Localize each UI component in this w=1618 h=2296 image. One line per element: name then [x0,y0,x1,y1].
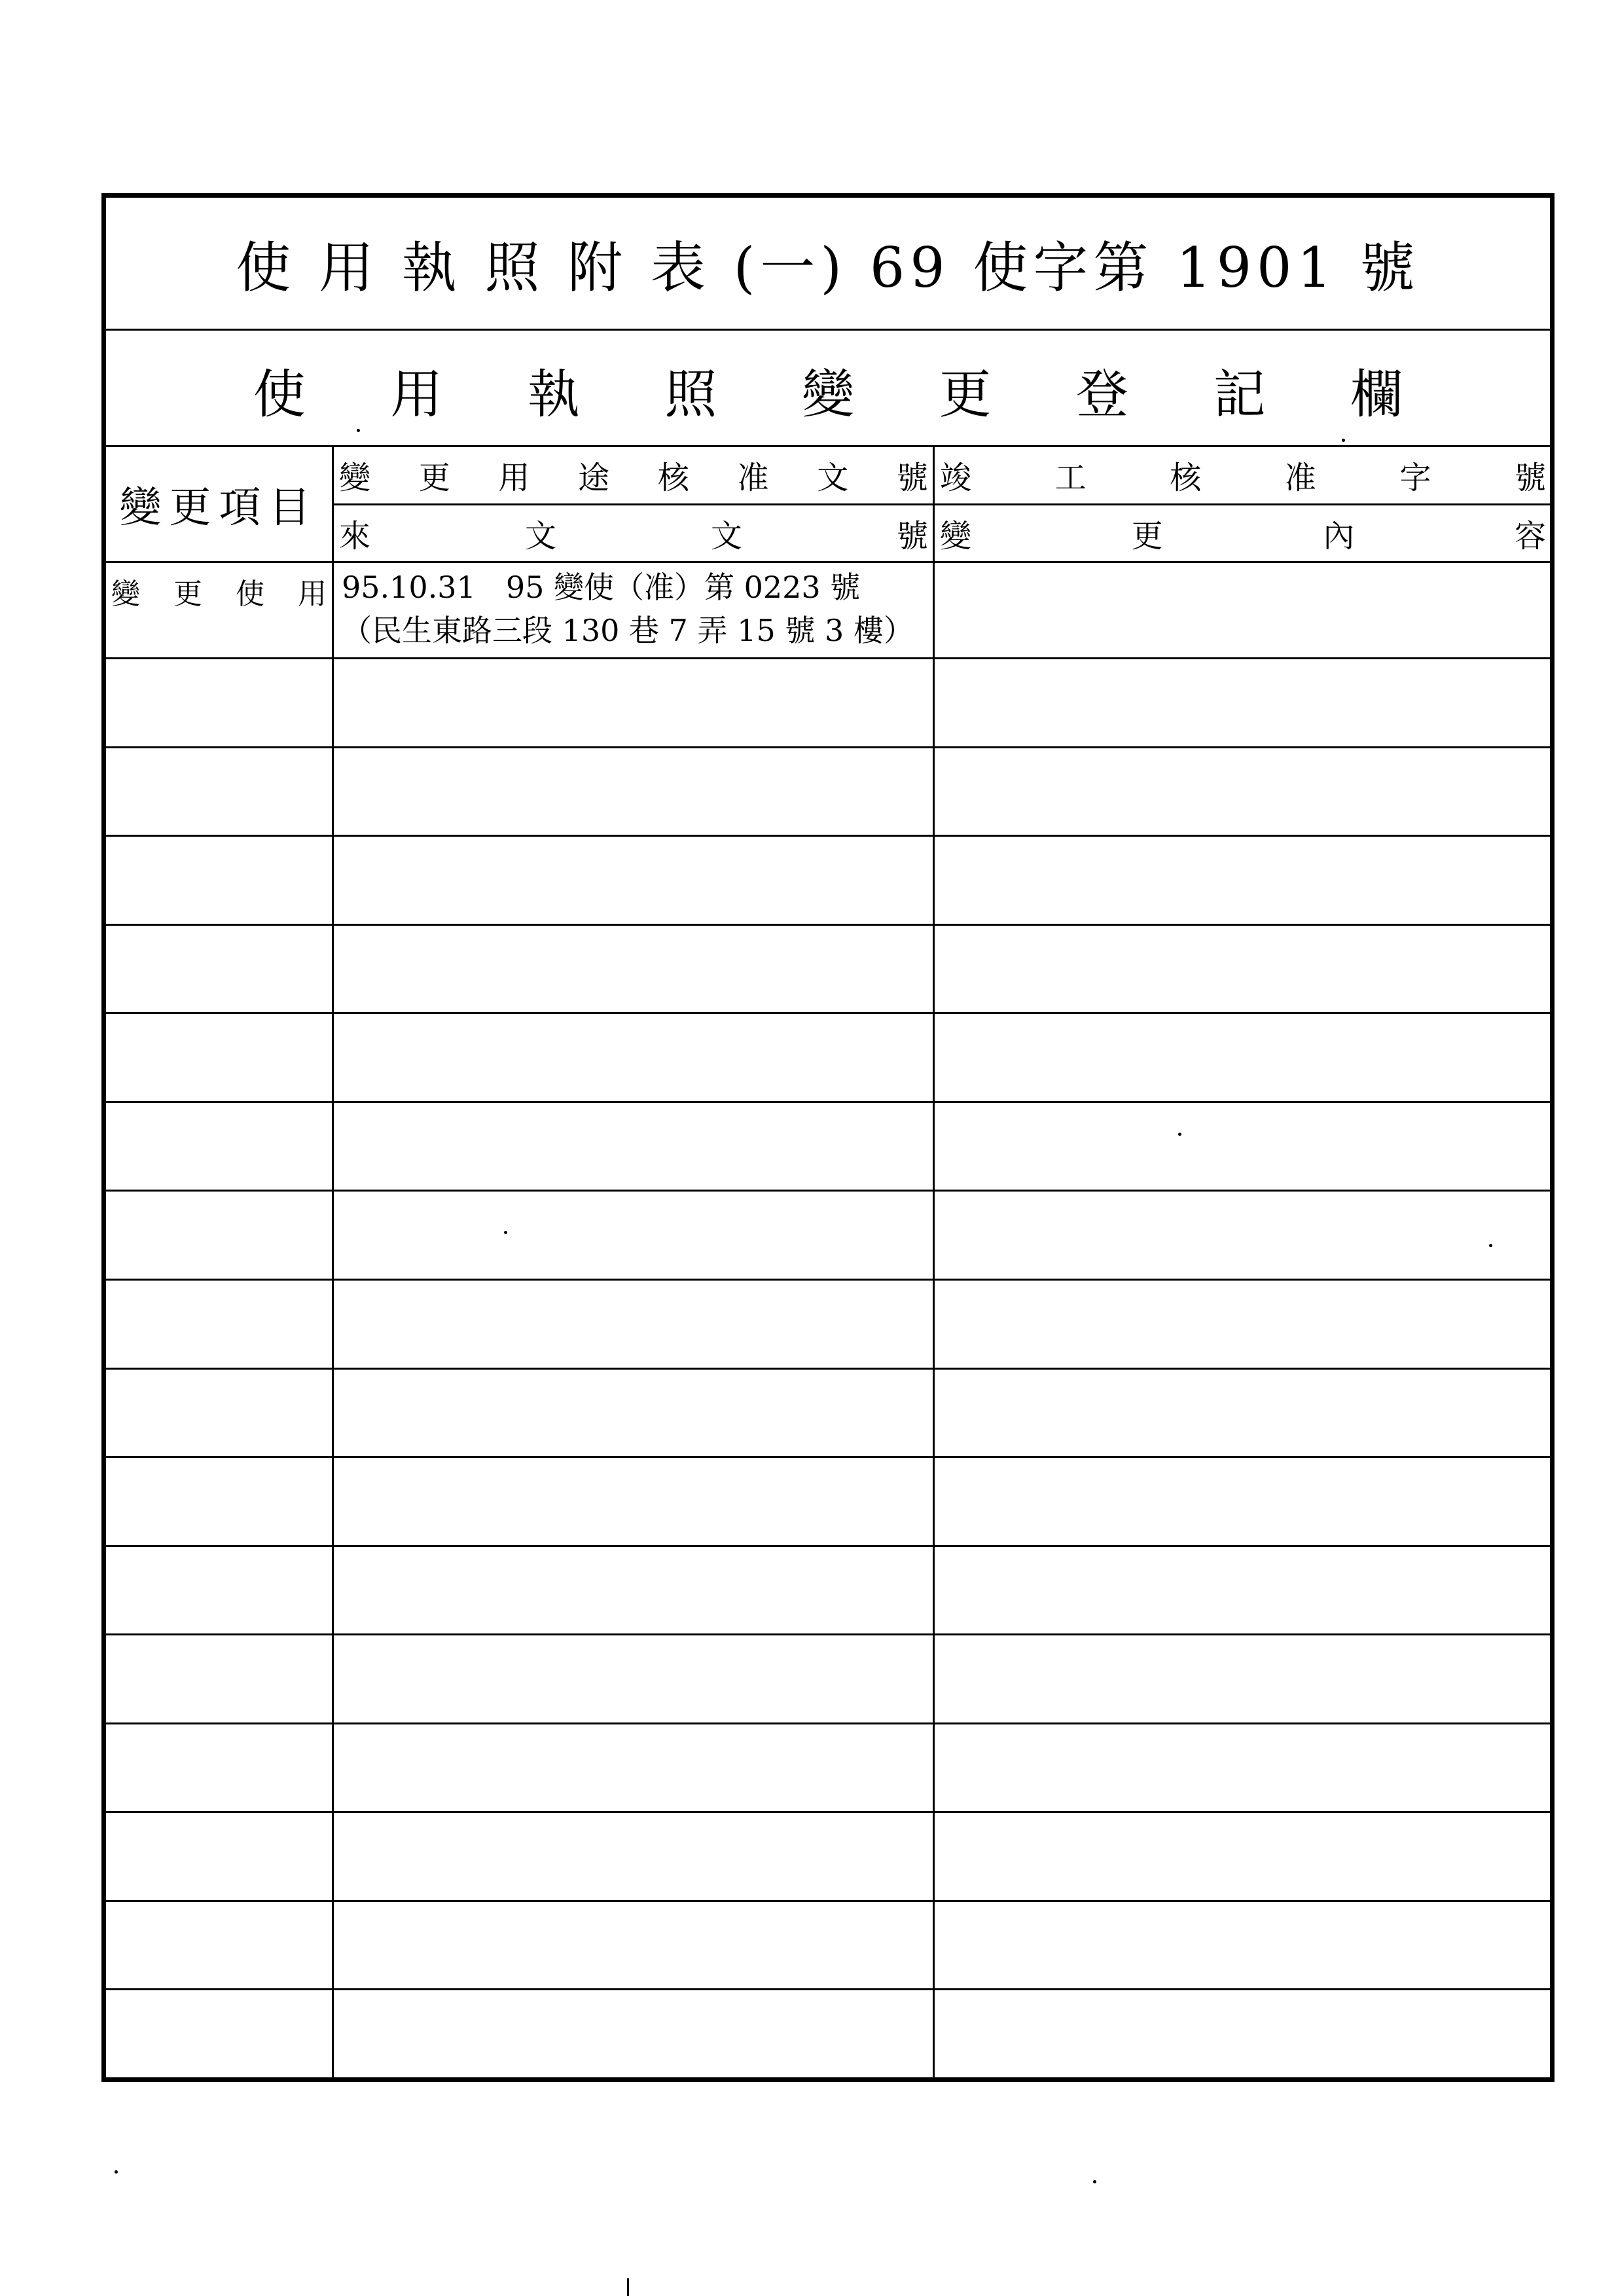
form-title: 使 用 執 照 附 表 (一) 69 使字第 1901 號 [236,235,1420,300]
subtitle-char: 使 [253,363,306,425]
header-char: 文 [817,459,849,496]
header-char: 來 [339,517,371,555]
header-char: 變 [940,517,972,555]
row-divider [106,1456,1550,1458]
header-bottom-divider [106,561,1550,563]
subtitle-char: 欄 [1350,363,1403,425]
subtitle-char: 執 [527,363,580,425]
item-char: 更 [173,577,202,611]
approval-doc-no-header [335,447,932,502]
item-char: 變 [111,577,140,611]
header-char: 更 [1131,517,1163,555]
column-divider-1 [332,445,334,2077]
incoming-doc-no-header [335,505,932,560]
header-char: 容 [1514,517,1546,555]
row-divider [106,1900,1550,1902]
row-divider [106,1722,1550,1724]
header-char: 途 [578,459,610,496]
header-char: 准 [737,459,769,496]
row-divider [106,657,1550,659]
scan-speck [1178,1133,1181,1136]
change-content-header [936,505,1550,560]
form-subtitle [106,334,1550,445]
header-char: 變 [339,459,371,496]
scan-speck [1093,2180,1096,2183]
row-divider [106,1012,1550,1014]
row-divider [106,1545,1550,1547]
subtitle-char: 變 [801,363,854,425]
address-line: （民生東路三段 130 巷 7 弄 15 號 3 樓） [342,613,914,648]
header-char: 號 [1514,459,1546,496]
approval-doc-cell [342,566,931,652]
item-char: 使 [236,577,264,611]
header-char: 准 [1284,459,1316,496]
scan-mark [627,2278,629,2296]
header-char: 文 [710,517,742,555]
scan-speck [115,2170,118,2174]
header-char: 核 [657,459,689,496]
header-char: 內 [1323,517,1355,555]
header-char: 更 [418,459,450,496]
header-char: 工 [1054,459,1087,496]
title-divider [106,329,1550,331]
form-frame [101,193,1555,2082]
change-item-header: 變更項目 [119,484,319,532]
subtitle-char: 照 [664,363,717,425]
item-char: 用 [298,577,327,611]
scan-speck [504,1231,507,1234]
row-divider [106,1101,1550,1103]
header-char: 字 [1399,459,1431,496]
header-char: 號 [896,459,928,496]
row-divider [106,1988,1550,1990]
scan-speck [357,429,360,432]
header-char: 用 [498,459,530,496]
scan-speck [1342,439,1345,442]
row-divider [106,835,1550,837]
row-divider [106,1633,1550,1635]
header-char: 文 [524,517,556,555]
row-divider [106,924,1550,926]
row-divider [106,1279,1550,1281]
subtitle-char: 用 [390,363,443,425]
scan-speck [1489,1244,1492,1247]
header-char: 核 [1170,459,1202,496]
subtitle-char: 登 [1076,363,1129,425]
row-divider [106,1811,1550,1813]
subtitle-char: 記 [1213,363,1266,425]
row-divider [106,746,1550,748]
row-divider [106,1190,1550,1192]
column-divider-2 [933,445,935,2077]
row-divider [106,1368,1550,1370]
subtitle-char: 更 [939,363,992,425]
header-char: 號 [896,517,928,555]
change-item-cell [106,568,332,614]
approval-doc-line: 95.10.31 95 變使（准）第 0223 號 [342,570,861,605]
header-mid-divider [332,503,1550,505]
header-char: 竣 [940,459,972,496]
completion-no-header [936,447,1550,502]
